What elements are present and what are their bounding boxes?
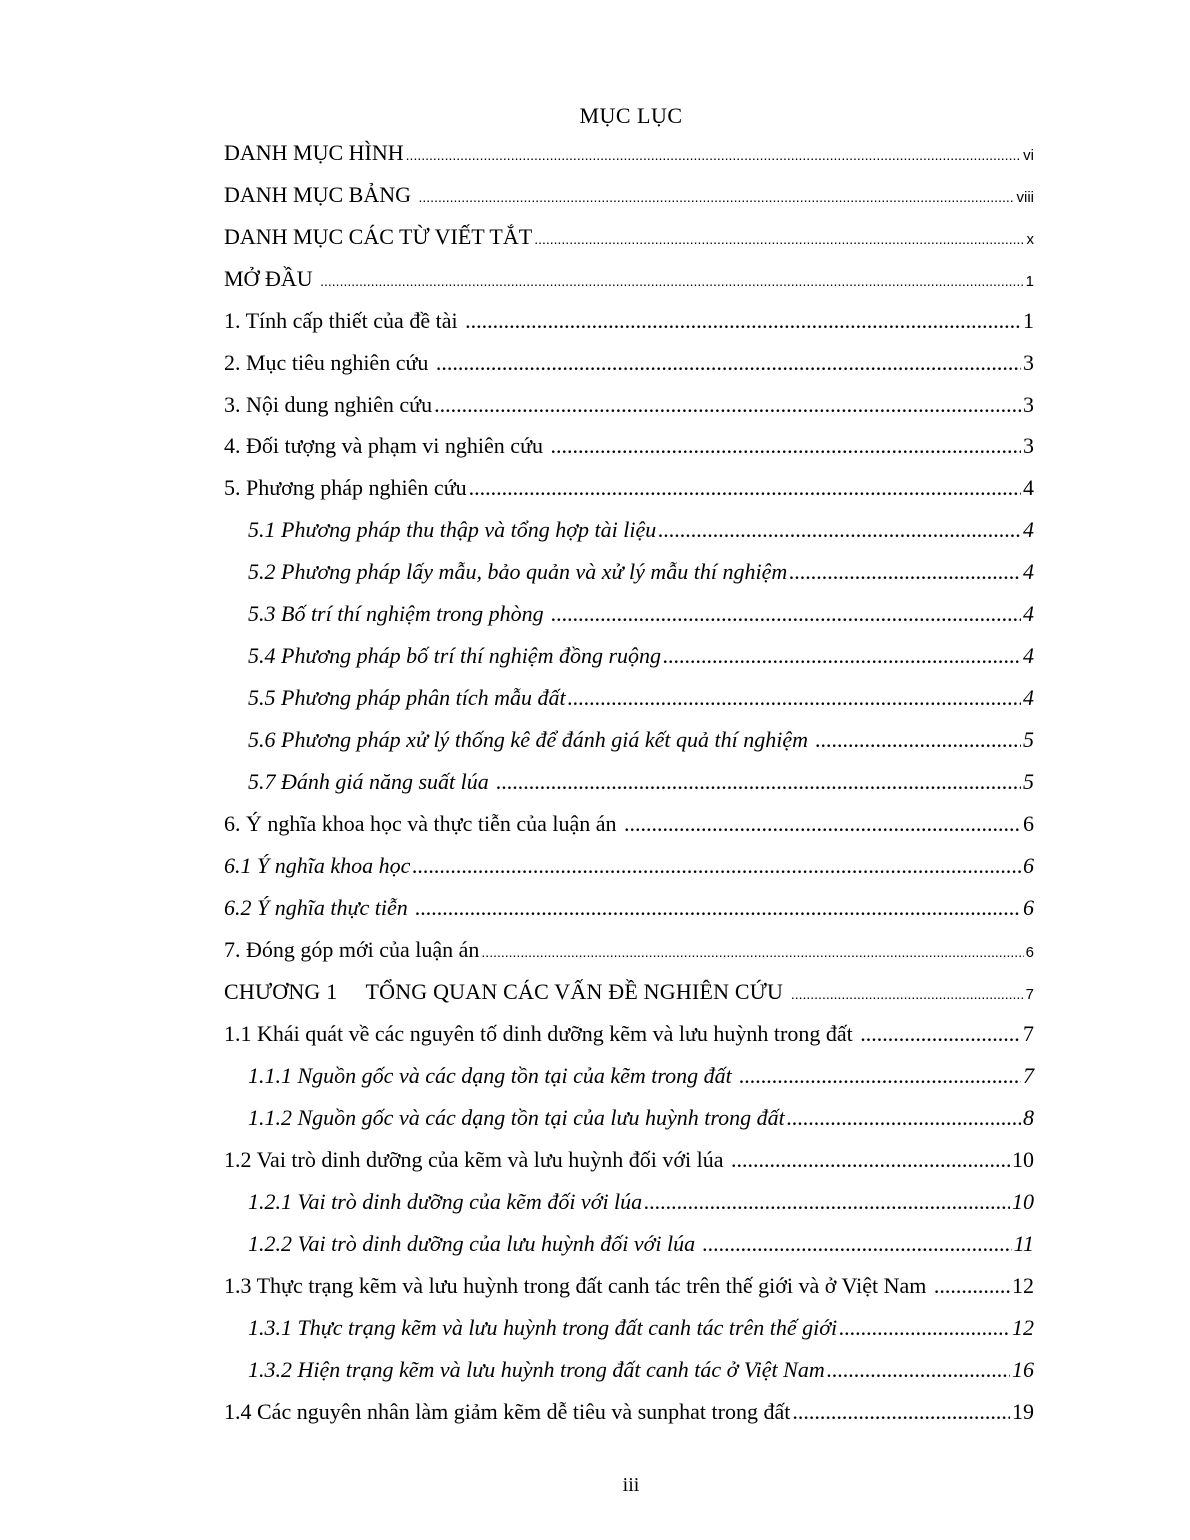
toc-entry-page: 6	[1023, 811, 1034, 836]
toc-chapter[interactable]	[224, 977, 1034, 1007]
dot-leader	[406, 140, 1021, 170]
dot-leader	[481, 937, 1023, 967]
dot-leader	[792, 1397, 1010, 1427]
toc-entry-page: 4	[1023, 601, 1034, 626]
toc-subentry[interactable]	[248, 683, 1034, 713]
toc-entry-page: 6	[1023, 895, 1034, 920]
toc-entry-text: DANH MỤC CÁC TỪ VIẾT TẮT	[224, 224, 533, 249]
toc-entry-page: 4	[1023, 685, 1034, 710]
page-number: iii	[622, 1474, 640, 1496]
toc-entry-page: 3	[1023, 350, 1034, 375]
toc-entry[interactable]	[224, 1019, 1034, 1049]
dot-leader	[815, 725, 1021, 755]
dot-leader	[419, 182, 1015, 212]
toc-entry[interactable]	[224, 390, 1034, 420]
toc-entry-text: 1.2 Vai trò dinh dưỡng của kẽm và lưu huỳnh đối với lúa	[224, 1147, 729, 1172]
toc-entry-text: CHƯƠNG 1 TỔNG QUAN CÁC VẤN ĐỀ NGHIÊN CỨU	[224, 979, 789, 1004]
toc-entry-page: 11	[1013, 1231, 1034, 1256]
toc-subentry[interactable]	[248, 1187, 1034, 1217]
dot-leader	[663, 641, 1021, 671]
toc-entry[interactable]	[224, 180, 1034, 210]
dot-leader	[568, 683, 1021, 713]
toc-entry-page: 19	[1012, 1399, 1034, 1424]
toc-entry-text: 6.2 Ý nghĩa thực tiễn	[224, 895, 414, 920]
dot-leader	[551, 599, 1021, 629]
toc-entry-text: 1.3.2 Hiện trạng kẽm và lưu huỳnh trong đất canh tác ở Việt Nam	[248, 1357, 825, 1382]
dot-leader	[839, 1313, 1010, 1343]
toc-entry-text: 1.2.1 Vai trò dinh dưỡng của kẽm đối với lúa	[248, 1189, 643, 1214]
dot-leader	[534, 224, 1024, 254]
toc-entry-text: 2. Mục tiêu nghiên cứu	[224, 350, 434, 375]
toc-entry-text: 4. Đối tượng và phạm vi nghiên cứu	[224, 433, 549, 458]
toc-entry-text: 6.1 Ý nghĩa khoa học	[224, 853, 411, 878]
dot-leader	[320, 266, 1024, 296]
toc-subentry[interactable]	[248, 557, 1034, 587]
dot-leader	[624, 809, 1021, 839]
toc-entry[interactable]	[224, 264, 1034, 294]
toc-entry[interactable]	[224, 1271, 1034, 1301]
dot-leader	[860, 1019, 1021, 1049]
dot-leader	[739, 1061, 1021, 1091]
toc-entry-page: 5	[1023, 727, 1034, 752]
toc-entry-page: 1	[1023, 308, 1034, 333]
dot-leader	[791, 979, 1024, 1009]
dot-leader	[469, 473, 1021, 503]
toc-entry-page: vi	[1023, 147, 1034, 164]
toc-subentry[interactable]	[248, 1313, 1034, 1343]
toc-entry-text: 1.3.1 Thực trạng kẽm và lưu huỳnh trong đất canh tác trên thế giới	[248, 1315, 838, 1340]
toc-entry[interactable]	[224, 306, 1034, 336]
toc-entry-text: DANH MỤC HÌNH	[224, 140, 404, 165]
toc-entry-text: 5.2 Phương pháp lấy mẫu, bảo quản và xử lý mẫu thí nghiệm	[248, 559, 788, 584]
toc-subentry[interactable]	[248, 1103, 1034, 1133]
toc-entry-text: 6. Ý nghĩa khoa học và thực tiễn của luận án	[224, 811, 623, 836]
toc-entry-page: 5	[1023, 769, 1034, 794]
toc-subentry[interactable]	[248, 1229, 1034, 1259]
toc-subentry[interactable]	[224, 893, 1034, 923]
dot-leader	[789, 557, 1021, 587]
dot-leader	[412, 851, 1021, 881]
toc-entry-page: 3	[1023, 392, 1034, 417]
toc-subentry[interactable]	[248, 725, 1034, 755]
toc-entry-text: 1.4 Các nguyên nhân làm giảm kẽm dễ tiêu và sunphat trong đất	[224, 1399, 791, 1424]
toc-subentry[interactable]	[224, 851, 1034, 881]
dot-leader	[436, 348, 1021, 378]
dot-leader	[934, 1271, 1010, 1301]
toc-entry-text: 5.4 Phương pháp bố trí thí nghiệm đồng ruộng	[248, 643, 662, 668]
toc-subentry[interactable]	[248, 1355, 1034, 1385]
toc-entry-page: 10	[1012, 1147, 1034, 1172]
dot-leader	[731, 1145, 1010, 1175]
toc-subentry[interactable]	[248, 641, 1034, 671]
toc-entry-page: 4	[1023, 517, 1034, 542]
toc-entry-text: 1.1.1 Nguồn gốc và các dạng tồn tại của kẽm trong đất	[248, 1063, 738, 1088]
toc-entry-text: MỞ ĐẦU	[224, 266, 319, 291]
toc-entry-page: 12	[1012, 1315, 1034, 1340]
toc-entry-page: 12	[1012, 1273, 1034, 1298]
toc-entry-page: 7	[1023, 1021, 1034, 1046]
toc-entry-text: 5.1 Phương pháp thu thập và tổng hợp tài liệu	[248, 517, 657, 542]
toc-entry[interactable]	[224, 473, 1034, 503]
toc-entry-page: 10	[1012, 1189, 1034, 1214]
dot-leader	[658, 515, 1021, 545]
dot-leader	[787, 1103, 1021, 1133]
toc-entry-page: 6	[1025, 944, 1034, 961]
toc-entry-text: 5.7 Đánh giá năng suất lúa	[248, 769, 495, 794]
toc-subentry[interactable]	[248, 515, 1034, 545]
toc-entry-text: 1.1 Khái quát về các nguyên tố dinh dưỡng kẽm và lưu huỳnh trong đất	[224, 1021, 859, 1046]
toc-entry-text: 1. Tính cấp thiết của đề tài	[224, 308, 464, 333]
toc-subentry[interactable]	[248, 767, 1034, 797]
toc-entry-text: 3. Nội dung nghiên cứu	[224, 392, 433, 417]
toc-entry[interactable]	[224, 1397, 1034, 1427]
toc-entry-text: DANH MỤC BẢNG	[224, 182, 417, 207]
toc-entry[interactable]	[224, 1145, 1034, 1175]
toc-entry-page: 1	[1025, 273, 1034, 290]
dot-leader	[434, 390, 1021, 420]
toc-entry-page: 6	[1023, 853, 1034, 878]
toc-entry-page: viii	[1016, 189, 1034, 206]
toc-entry[interactable]	[224, 348, 1034, 378]
toc-entry-text: 1.2.2 Vai trò dinh dưỡng của lưu huỳnh đối với lúa	[248, 1231, 701, 1256]
toc-entry-text: 5.3 Bố trí thí nghiệm trong phòng	[248, 601, 550, 626]
dot-leader	[827, 1355, 1010, 1385]
toc-entry-text: 7. Đóng góp mới của luận án	[224, 937, 480, 962]
toc-entry-page: 8	[1023, 1105, 1034, 1130]
dot-leader	[703, 1229, 1012, 1259]
toc-entry-page: x	[1026, 231, 1034, 248]
toc-entry-page: 7	[1023, 1063, 1034, 1088]
dot-leader	[496, 767, 1021, 797]
toc-entry[interactable]	[224, 431, 1034, 461]
toc-entry-page: 4	[1023, 643, 1034, 668]
toc-entry-page: 4	[1023, 559, 1034, 584]
toc-entry-page: 4	[1023, 475, 1034, 500]
toc-entry-text: 5. Phương pháp nghiên cứu	[224, 475, 467, 500]
toc-title: MỤC LỤC	[579, 103, 683, 128]
toc-entry-page: 3	[1023, 433, 1034, 458]
dot-leader	[465, 306, 1021, 336]
toc-entry-page: 16	[1012, 1357, 1034, 1382]
toc-subentry[interactable]	[248, 1061, 1034, 1091]
toc-subentry[interactable]	[248, 599, 1034, 629]
toc-entry-text: 1.3 Thực trạng kẽm và lưu huỳnh trong đất canh tác trên thế giới và ở Việt Nam	[224, 1273, 932, 1298]
dot-leader	[644, 1187, 1010, 1217]
toc-entry-page: 7	[1025, 986, 1034, 1003]
dot-leader	[415, 893, 1021, 923]
toc-entry[interactable]	[224, 222, 1034, 252]
dot-leader	[551, 431, 1022, 461]
toc-entry[interactable]	[224, 935, 1034, 965]
toc-entry-text: 5.6 Phương pháp xử lý thống kê để đánh giá kết quả thí nghiệm	[248, 727, 814, 752]
toc-entry-text: 1.1.2 Nguồn gốc và các dạng tồn tại của lưu huỳnh trong đất	[248, 1105, 785, 1130]
toc-entry[interactable]	[224, 138, 1034, 168]
toc-entry-text: 5.5 Phương pháp phân tích mẫu đất	[248, 685, 566, 710]
toc-entry[interactable]	[224, 809, 1034, 839]
